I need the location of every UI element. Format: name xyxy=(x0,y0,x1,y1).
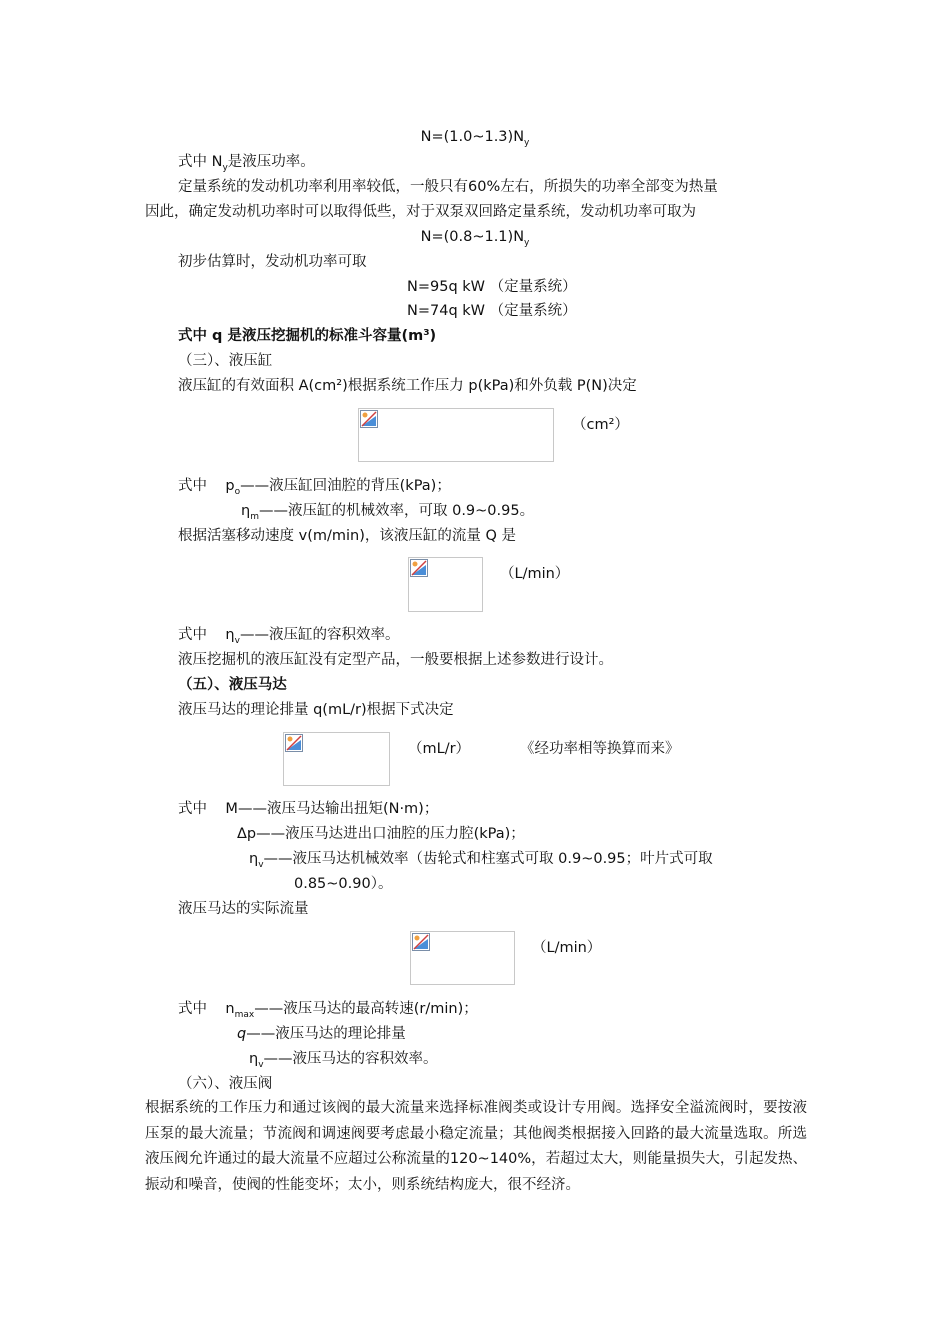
text-line: 式中 M——液压马达输出扭矩(N·m)； xyxy=(178,801,439,817)
text-line: 液压马达的理论排量 q(mL/r)根据下式决定 xyxy=(178,702,454,718)
broken-image-icon xyxy=(412,933,430,951)
broken-image-icon xyxy=(285,734,303,752)
text-line: 式中 $N_y$是液压功率。 xyxy=(178,154,315,173)
text-line: 液压缸的有效面积 A(cm²)根据系统工作压力 p(kPa)和外负载 P(N)决定 xyxy=(178,378,637,394)
text-line: 0.85~0.90）。 xyxy=(294,876,393,892)
paragraph-valve: 根据系统的工作压力和通过该阀的最大流量来选择标准阀类或设计专用阀。选择安全溢流阀时，要按液压泵的最大流量；节流阀和调速阀要考虑最小稳定流量；其他阀类根据接入回路的最大流量选取。所选液压阀允许通过的最大流量不应超过公称流量的120~140%，若超过太大，则能量损失大，引起发热、振动和噪音，使阀的性能变坏；太小，则系统结构庞大，很不经济。 xyxy=(145,1100,807,1193)
formula-engine-power-1: $N=(1.0\sim 1.3)N_y$ xyxy=(420,129,530,148)
section-heading-valve: （六）、液压阀 xyxy=(178,1076,273,1092)
unit-label: （mL/r） xyxy=(408,741,471,757)
formula-image-area xyxy=(410,931,515,985)
formula-engine-power-2: $N=(0.8\sim 1.1)N_y$ xyxy=(420,229,530,248)
text-line: $\eta_m——$液压缸的机械效率，可取 0.9~0.95。 xyxy=(241,503,535,522)
unit-label: （L/min） xyxy=(500,566,570,582)
text-line: Δp——液压马达进出口油腔的压力腔(kPa)； xyxy=(237,826,525,842)
text-line: 式中 $n_{max}——$液压马达的最高转速(r/min)； xyxy=(178,1001,478,1020)
note-label: 《经功率相等换算而来》 xyxy=(520,741,680,757)
section-heading-cylinder: （三）、液压缸 xyxy=(178,353,273,369)
unit-label: （cm²） xyxy=(572,417,629,433)
broken-image-icon xyxy=(410,559,428,577)
text-line: q——液压马达的理论排量 xyxy=(237,1026,406,1042)
formula-image-area xyxy=(408,557,483,612)
text-line: 定量系统的发动机功率利用率较低，一般只有60%左右，所损失的功率全部变为热量 xyxy=(178,179,718,195)
text-line: $\eta_v——$液压马达的容积效率。 xyxy=(249,1051,438,1070)
formula-image-area xyxy=(283,732,390,786)
text-line: 液压马达的实际流量 xyxy=(178,901,309,917)
formula-estimate-2: N=74q kW （定量系统） xyxy=(407,303,577,319)
text-line: $\eta_v——$液压马达机械效率（齿轮式和柱塞式可取 0.9~0.95；叶片式可取 xyxy=(249,851,713,870)
text-line: 式中 $p_o——$液压缸回油腔的背压(kPa)； xyxy=(178,478,451,497)
formula-estimate-1: N=95q kW （定量系统） xyxy=(407,279,577,295)
formula-image-area xyxy=(358,408,554,462)
text-line: 液压挖掘机的液压缸没有定型产品，一般要根据上述参数进行设计。 xyxy=(178,652,613,668)
text-line: 式中 $\eta_v——$液压缸的容积效率。 xyxy=(178,627,400,646)
section-heading-motor: （五）、液压马达 xyxy=(178,677,287,693)
broken-image-icon xyxy=(360,410,378,428)
text-line: 初步估算时，发动机功率可取 xyxy=(178,254,367,270)
text-line: 根据活塞移动速度 v(m/min)，该液压缸的流量 Q 是 xyxy=(178,528,516,544)
text-line: 因此，确定发动机功率时可以取得低些，对于双泵双回路定量系统，发动机功率可取为 xyxy=(145,204,696,220)
unit-label: （L/min） xyxy=(532,940,602,956)
text-line-bold: 式中 q 是液压挖掘机的标准斗容量(m³) xyxy=(178,328,437,344)
